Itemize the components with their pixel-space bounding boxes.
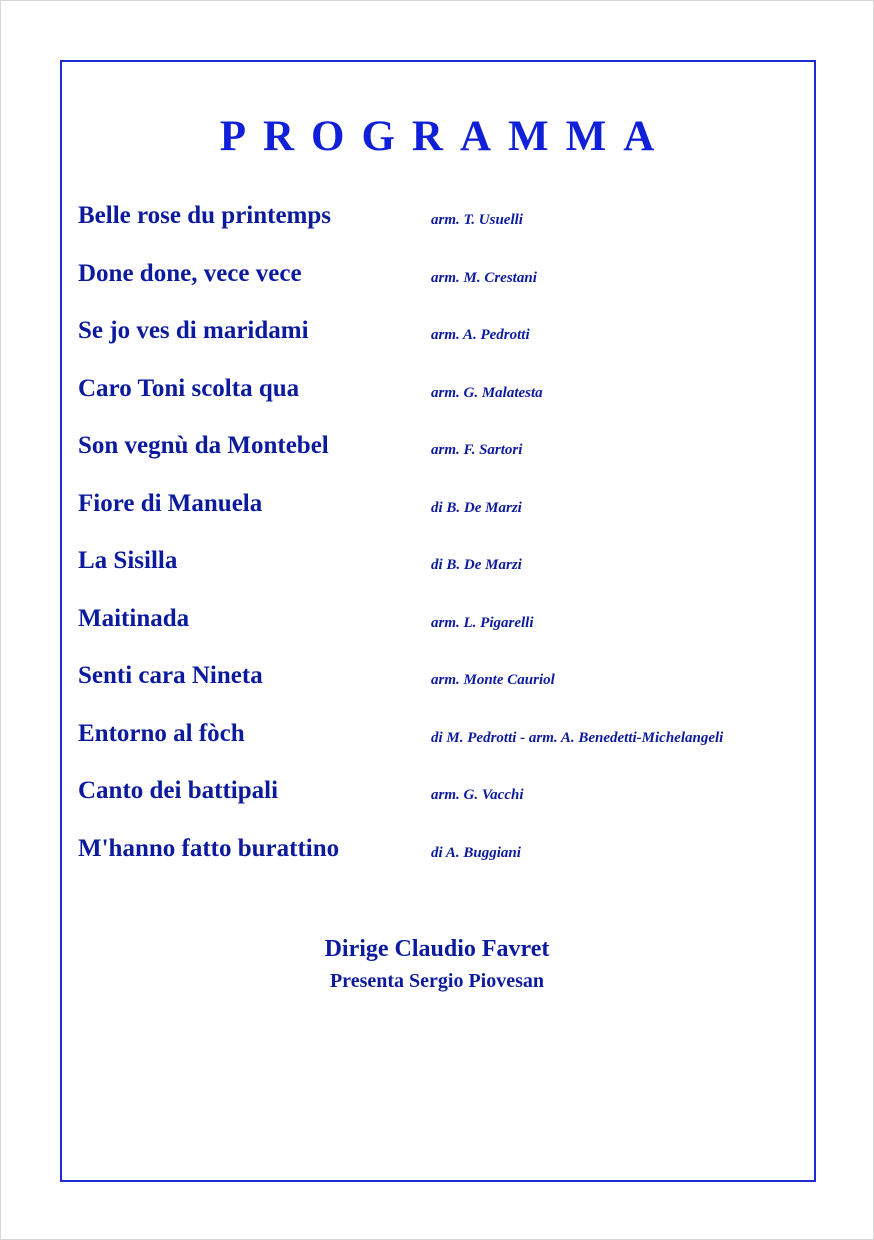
program-item <box>78 486 818 544</box>
page-title: PROGRAMMA <box>219 113 672 160</box>
program-item <box>78 198 818 256</box>
song-title: Maitinada <box>78 604 190 632</box>
song-credit: arm. M. Crestani <box>431 269 537 286</box>
program-item <box>78 428 818 486</box>
program-item <box>78 831 818 889</box>
song-title: Se jo ves di maridami <box>78 317 309 344</box>
song-title: La Sisilla <box>78 547 178 574</box>
program-item <box>78 313 818 371</box>
song-credit: arm. G. Vacchi <box>431 787 524 803</box>
song-title: Done done, vece vece <box>78 259 302 287</box>
program-list <box>78 198 818 888</box>
presenter-credit: Presenta Sergio Piovesan <box>329 970 545 992</box>
program-item <box>78 256 818 314</box>
song-title: Belle rose du printemps <box>78 202 332 229</box>
song-title: Caro Toni scolta qua <box>78 374 300 402</box>
song-title: Senti cara Nineta <box>78 662 263 689</box>
song-credit: arm. Monte Cauriol <box>431 672 555 688</box>
director-credit: Dirige Claudio Favret <box>324 936 550 962</box>
song-title: Entorno al fòch <box>78 719 245 747</box>
program-item <box>78 658 818 716</box>
song-credit: arm. A. Pedrotti <box>431 327 530 343</box>
song-title: Son vegnù da Montebel <box>78 432 329 459</box>
song-credit: arm. L. Pigarelli <box>431 614 534 631</box>
program-item <box>78 716 818 774</box>
program-item <box>78 543 818 601</box>
song-title: M'hanno fatto burattino <box>78 834 340 862</box>
program-item <box>78 601 818 659</box>
program-item <box>78 773 818 831</box>
song-credit: di B. De Marzi <box>431 499 522 516</box>
song-credit: di B. De Marzi <box>431 557 522 573</box>
song-credit: arm. F. Sartori <box>431 442 523 458</box>
song-credit: arm. G. Malatesta <box>431 384 543 401</box>
song-title: Fiore di Manuela <box>78 489 263 517</box>
song-credit: di M. Pedrotti - arm. A. Benedetti-Michelangeli <box>431 729 724 746</box>
song-title: Canto dei battipali <box>78 777 279 804</box>
program-item <box>78 371 818 429</box>
song-credit: arm. T. Usuelli <box>431 212 523 228</box>
song-credit: di A. Buggiani <box>431 844 521 861</box>
